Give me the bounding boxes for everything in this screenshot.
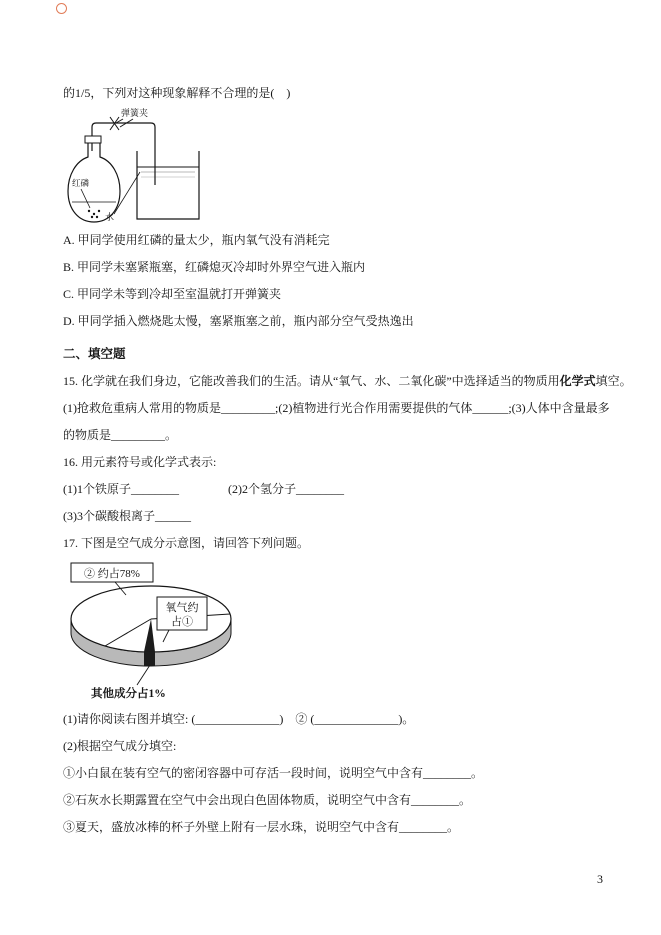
red-phosphorus-pointer — [81, 189, 90, 208]
q17-sub2-item-2: ②石灰水长期露置在空气中会出现白色固体物质，说明空气中含有________。 — [63, 793, 472, 807]
q16-stem: 16. 用元素符号或化学式表示: — [63, 455, 217, 469]
oxygen-slice-label-line1: 氧气约 — [165, 602, 199, 614]
q14-option-a: A. 甲同学使用红磷的量太少，瓶内氧气没有消耗完 — [63, 233, 330, 247]
q15-stem-prefix: 15. 化学就在我们身边，它能改善我们的生活。请从“氧气、水、二氧化碳”中选择适当的物质用 — [63, 374, 560, 388]
q17-stem: 17. 下图是空气成分示意图，请回答下列问题。 — [63, 536, 310, 550]
red-phosphorus-dots — [88, 210, 100, 218]
other-leader-line — [137, 665, 150, 685]
other-slice-side — [144, 652, 155, 666]
q15-stem-suffix: 填空。 — [595, 374, 632, 388]
q16-item-1: (1)1个铁原子________ — [63, 482, 179, 496]
q14-stem: 的1/5，下列对这种现象解释不合理的是( ) — [63, 86, 291, 100]
nitrogen-slice-label: ② 约占78% — [84, 568, 140, 580]
red-phosphorus-label: 红磷 — [72, 178, 90, 188]
section-title: 二、填空题 — [63, 347, 126, 361]
q17-sub2-item-3: ③夏天，盛放冰棒的杯子外壁上附有一层水珠，说明空气中含有________。 — [63, 820, 460, 834]
q16-items-row — [63, 476, 631, 503]
q17-pie-figure — [63, 557, 631, 702]
glass-tube — [92, 123, 155, 185]
q14-option-b: B. 甲同学未塞紧瓶塞，红磷熄灭冷却时外界空气进入瓶内 — [63, 260, 366, 274]
q16-item-2: (2)2个氢分子________ — [228, 482, 344, 496]
q14-apparatus-figure — [63, 107, 631, 227]
q14-option-d: D. 甲同学插入燃烧匙太慢，塞紧瓶塞之前，瓶内部分空气受热逸出 — [63, 314, 414, 328]
q15-blanks-line-2: 的物质是_________。 — [63, 428, 178, 442]
q15-stem-bold: 化学式 — [559, 374, 596, 388]
apparatus-drawing — [63, 107, 213, 227]
spring-clamp-label: 弹簧夹 — [121, 108, 149, 118]
q17-sub1: (1)请你阅读右图并填空: (______________) ② (______________)。 — [63, 712, 415, 726]
page-number: 3 — [597, 872, 603, 886]
rubber-stopper — [85, 136, 101, 143]
q15-blanks-line-1: (1)抢救危重病人常用的物质是_________;(2)植物进行光合作用需要提供的气体______;(3)人体中含量最多 — [63, 401, 610, 415]
air-composition-pie-chart — [63, 557, 243, 702]
other-components-label: 其他成分占1% — [91, 688, 166, 700]
oxygen-slice-label-line2: 占① — [171, 616, 193, 628]
q17-sub2-title: (2)根据空气成分填空: — [63, 739, 177, 753]
beaker — [137, 151, 199, 219]
q15-stem — [63, 368, 631, 395]
q17-sub2-item-1: ①小白鼠在装有空气的密闭容器中可存活一段时间，说明空气中含有________。 — [63, 766, 484, 780]
water-label: 水 — [105, 212, 115, 222]
corner-annotation-mark — [56, 3, 67, 14]
q16-item-3: (3)3个碳酸根离子______ — [63, 509, 191, 523]
q14-option-c: C. 甲同学未等到冷却至室温就打开弹簧夹 — [63, 287, 282, 301]
